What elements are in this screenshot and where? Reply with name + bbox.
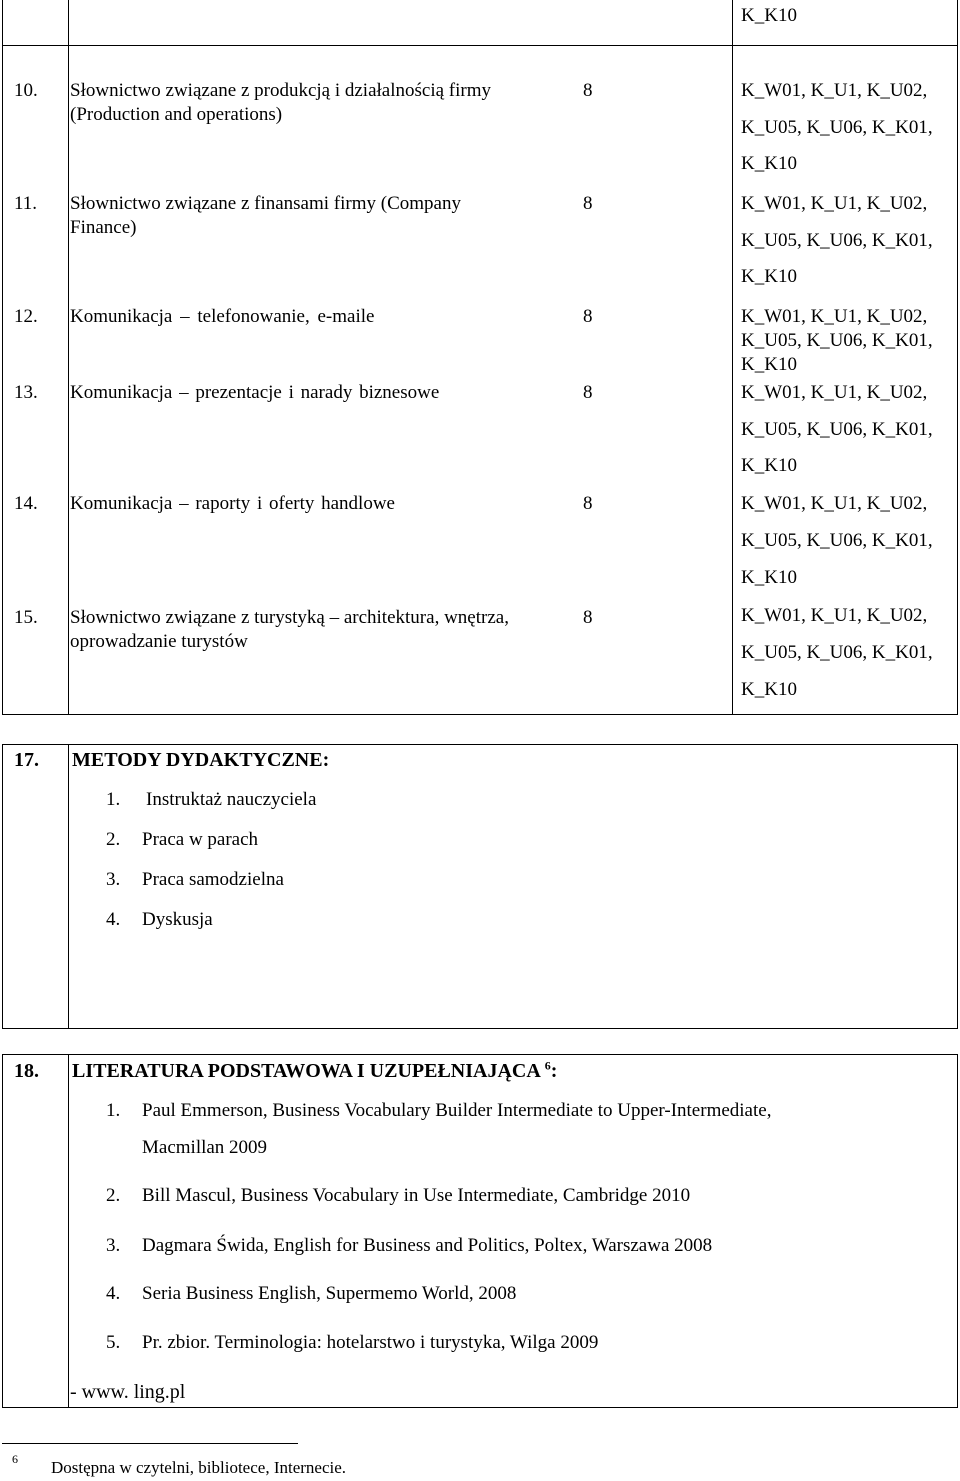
row-number: 13. <box>14 382 38 403</box>
reference-line: Paul Emmerson, Business Vocabulary Builder Intermediate to Upper-Intermediate, <box>142 1100 772 1121</box>
reference-line: Seria Business English, Supermemo World, 2008 <box>142 1283 517 1304</box>
list-number: 3. <box>106 869 121 890</box>
codes-line: K_W01, K_U1, K_U02, <box>741 605 928 626</box>
codes-line: K_K10 <box>741 567 797 588</box>
reference-line: Bill Mascul, Business Vocabulary in Use Intermediate, Cambridge 2010 <box>142 1185 691 1206</box>
row-number: 14. <box>14 493 38 514</box>
codes-line: K_U05, K_U06, K_K01, <box>741 642 933 663</box>
topic-title: Komunikacja – prezentacje i narady biznesowe <box>70 382 440 403</box>
list-number: 1. <box>106 789 121 810</box>
section-number: 17. <box>14 749 39 771</box>
reference-line: Pr. zbior. Terminologia: hotelarstwo i turystyka, Wilga 2009 <box>142 1332 599 1353</box>
codes-line: K_U05, K_U06, K_K01, <box>741 330 933 351</box>
codes-line: K_W01, K_U1, K_U02, <box>741 306 928 327</box>
codes-line: K_U05, K_U06, K_K01, <box>741 530 933 551</box>
reference-line: Macmillan 2009 <box>142 1137 268 1158</box>
footnote-ref: 6 <box>544 1058 551 1073</box>
codes-line: K_U05, K_U06, K_K01, <box>741 117 933 138</box>
topic-title: Słownictwo związane z finansami firmy (Company Finance) <box>70 193 461 238</box>
section-heading-text: LITERATURA PODSTAWOWA I UZUPEŁNIAJĄCA <box>72 1060 540 1082</box>
topic-hours: 8 <box>583 493 593 514</box>
section-number: 18. <box>14 1060 39 1082</box>
codes-line: K_K10 <box>741 354 797 375</box>
topic-title: Słownictwo związane z turystyką – architektura, wnętrza, oprowadzanie turystów <box>70 607 509 652</box>
list-item: Instruktaż nauczyciela <box>146 789 317 810</box>
topic-title: Komunikacja – telefonowanie, e-maile <box>70 306 375 327</box>
footnote-text: Dostępna w czytelni, bibliotece, Internecie. <box>51 1458 347 1477</box>
topic-hours: 8 <box>583 306 593 327</box>
codes-line: K_W01, K_U1, K_U02, <box>741 382 928 403</box>
codes-line: K_U05, K_U06, K_K01, <box>741 419 933 440</box>
topic-hours: 8 <box>583 80 593 101</box>
row-number: 10. <box>14 80 38 101</box>
website-reference: - www. ling.pl <box>70 1381 186 1403</box>
row-number: 15. <box>14 607 38 628</box>
codes-line: K_W01, K_U1, K_U02, <box>741 80 928 101</box>
section-heading <box>72 1059 557 1083</box>
topic-title: Komunikacja – raporty i oferty handlowe <box>70 493 395 514</box>
topic-hours: 8 <box>583 607 593 628</box>
list-number: 2. <box>106 1185 121 1206</box>
footnote-separator <box>2 1443 298 1444</box>
row-number: 11. <box>14 193 38 214</box>
codes-line: K_K10 <box>741 153 797 174</box>
list-number: 4. <box>106 909 121 930</box>
row-number: 12. <box>14 306 38 327</box>
reference-line: Dagmara Świda, English for Business and Politics, Poltex, Warszawa 2008 <box>142 1235 713 1256</box>
list-number: 2. <box>106 829 121 850</box>
codes-continued: K_K10 <box>741 5 797 26</box>
list-number: 4. <box>106 1283 121 1304</box>
codes-line: K_U05, K_U06, K_K01, <box>741 230 933 251</box>
codes-line: K_K10 <box>741 455 797 476</box>
list-item: Praca w parach <box>142 829 259 850</box>
topic-title: Słownictwo związane z produkcją i działalnością firmy (Production and operations) <box>70 80 492 125</box>
codes-line: K_W01, K_U1, K_U02, <box>741 493 928 514</box>
codes-line: K_W01, K_U1, K_U02, <box>741 193 928 214</box>
codes-line: K_K10 <box>741 679 797 700</box>
list-number: 1. <box>106 1100 121 1121</box>
codes-line: K_K10 <box>741 266 797 287</box>
footnote-mark: 6 <box>12 1452 18 1466</box>
list-item: Dyskusja <box>142 909 213 930</box>
list-number: 3. <box>106 1235 121 1256</box>
heading-colon: : <box>550 1060 558 1082</box>
topic-hours: 8 <box>583 193 593 214</box>
list-item: Praca samodzielna <box>142 869 284 890</box>
topic-hours: 8 <box>583 382 593 403</box>
section-heading: METODY DYDAKTYCZNE: <box>72 749 330 771</box>
list-number: 5. <box>106 1332 121 1353</box>
